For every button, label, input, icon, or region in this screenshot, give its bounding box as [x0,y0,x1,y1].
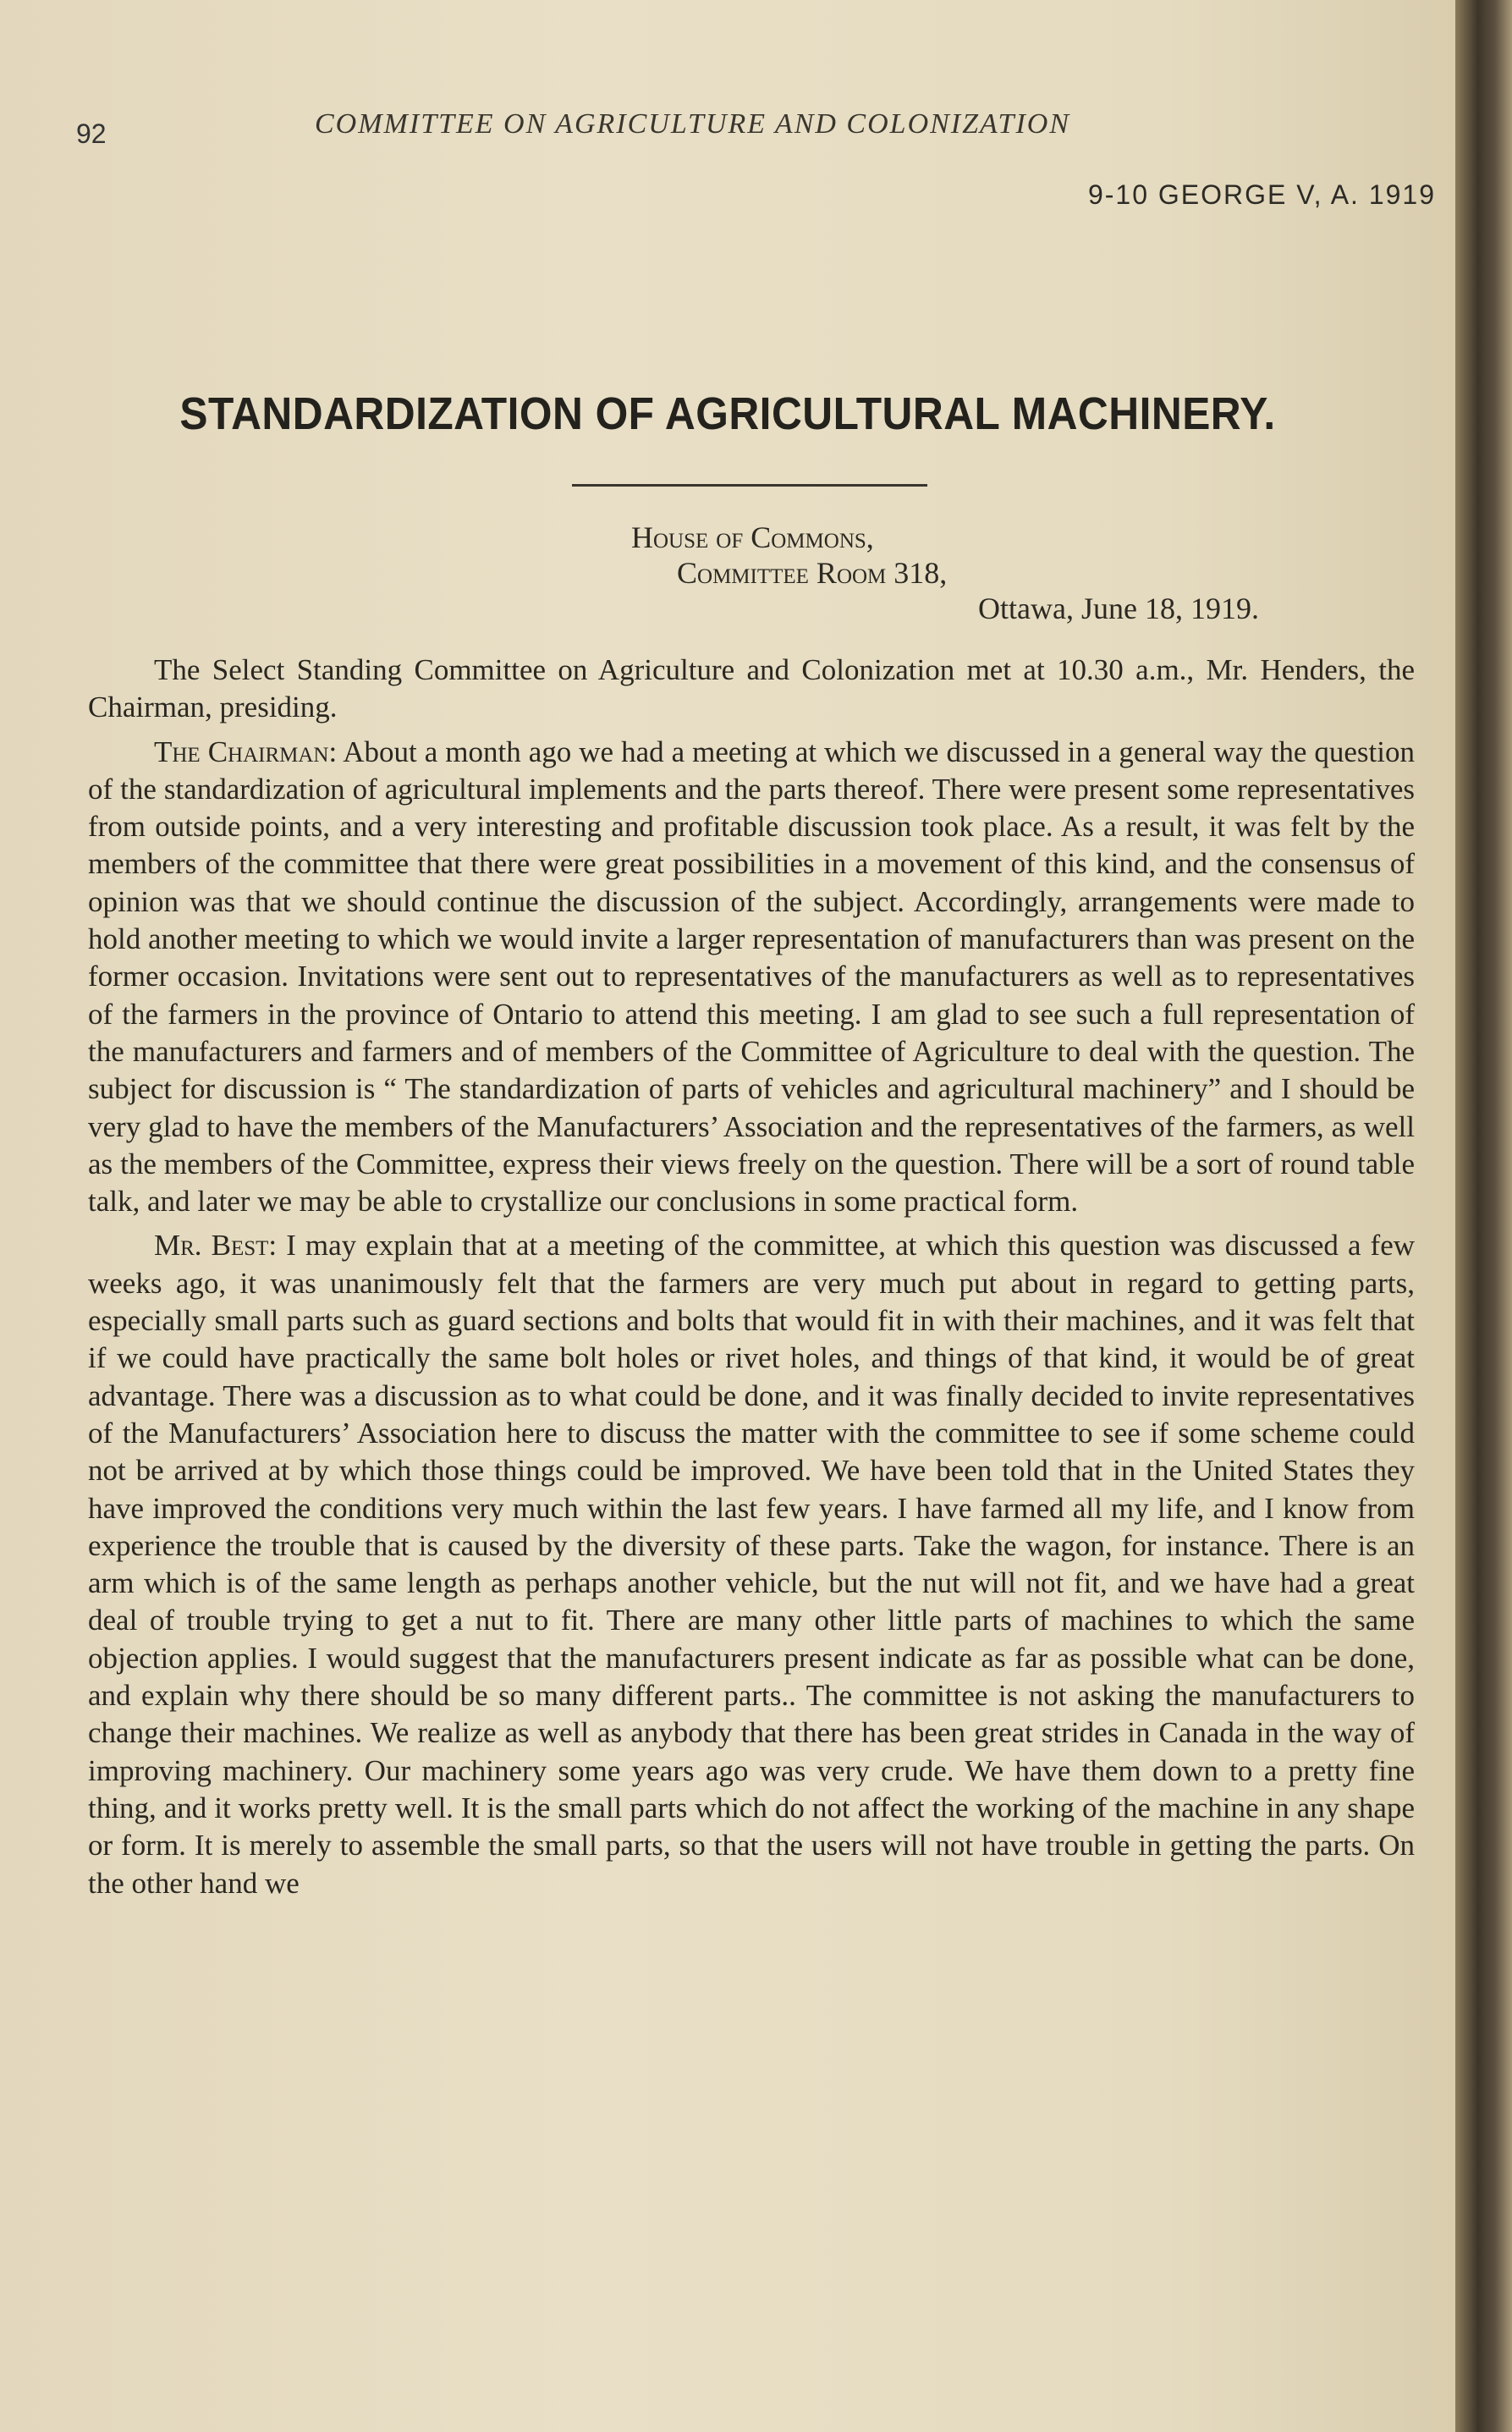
page-title: STANDARDIZATION OF AGRICULTURAL MACHINERY. [179,388,1276,439]
paragraph-best [88,1227,1415,1901]
paragraph-opening [88,652,1415,727]
paragraph-text: The Select Standing Committee on Agriculture and Colonization met at 10.30 a.m., Mr. Henders, the Chairman, presiding. [88,653,1415,724]
page-header [76,108,1413,159]
dateline-room: Committee Room 318, [677,556,948,590]
paragraph-text: About a month ago we had a meeting at which we discussed in a general way the question of the standardization of agricultural implements and the parts thereof. There were present some representatives from outside points, and a very interesting and profitable discussion took place. As a result, it was felt by the members of the committee that there were great possibilities in a movement of this kind, and the consensus of opinion was that we should continue the discussion of the subject. Accordingly, arrangements were made to hold another meeting to which we would invite a larger representation of manufacturers than was present on the former occasion. Invitations were sent out to representatives of the manufacturers as well as to representatives of the farmers in the province of Ontario to attend this meeting. I am glad to see such a full representation of the manufacturers and farmers and of members of the Committee of Agriculture to deal with the question. The subject for discussion is “ The standardization of parts of vehicles and agricultural machinery” and I should be very glad to have the members of the Manufacturers’ Association and the representatives of the farmers, as well as the members of the Committee, express their views freely on the question. There will be a sort of round table talk, and later we may be able to crystallize our conclusions in some practical form. [88,735,1415,1219]
body-text [88,652,1415,1909]
dateline-place-date: Ottawa, June 18, 1919. [978,591,1259,625]
title-rule [572,484,927,487]
dateline-house: House of Commons, [631,520,874,554]
running-head: COMMITTEE ON AGRICULTURE AND COLONIZATION [315,108,1071,140]
paragraph-chairman [88,734,1415,1221]
session-label: 9-10 GEORGE V, A. 1919 [1087,179,1436,210]
speaker-name: The Chairman: [154,735,338,768]
page-number: 92 [76,118,107,149]
paragraph-text: I may explain that at a meeting of the committee, at which this question was discussed a few weeks ago, it was unanimously felt that the farmers are very much put about in regard to getting parts, especially small parts such as guard sections and bolts that would fit in with their machines, and it was felt that if we could have practically the same bolt holes or rivet holes, and things of that kind, it would be of great advantage. There was a discussion as to what could be done, and it was finally decided to invite representatives of the Manufacturers’ Association here to discuss the matter with the committee to see if some scheme could not be arrived at by which those things could be improved. We have been told that in the United States they have improved the conditions very much within the last few years. I have farmed all my life, and I know from experience the trouble that is caused by the diversity of these parts. Take the wagon, for instance. There is an arm which is of the same length as perhaps another vehicle, but the nut will not fit, and we have had a great deal of trouble trying to get a nut to fit. There are many other little parts of machines to which the same objection applies. I would suggest that the manufacturers present indicate as far as possible what can be done, and explain why there should be so many different parts.. The committee is not asking the manufacturers to change their machines. We realize as well as anybody that there has been great strides in Canada in the way of improving machinery. Our machinery some years ago was very crude. We have them down to a pretty fine thing, and it works pretty well. It is the small parts which do not affect the working of the machine in any shape or form. It is merely to assemble the small parts, so that the users will not have trouble in getting the parts. On the other hand we [88,1229,1416,1900]
speaker-name: Mr. Best: [154,1229,278,1263]
book-spine [1455,0,1512,2432]
